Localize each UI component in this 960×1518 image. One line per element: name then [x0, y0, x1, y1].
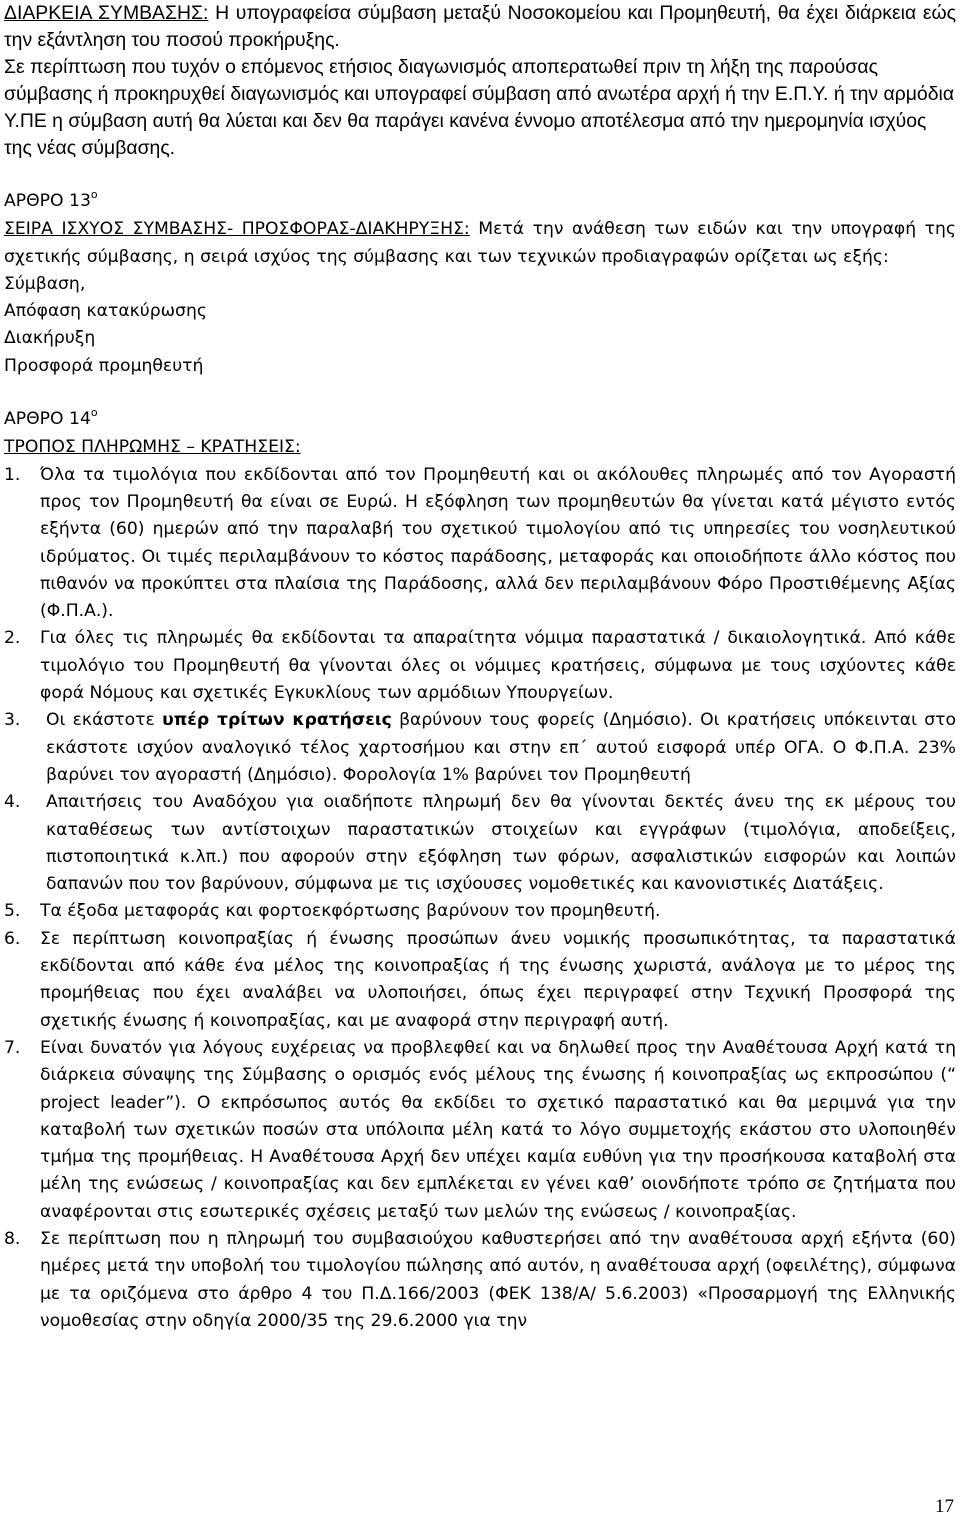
item-text: Απαιτήσεις του Αναδόχου για οιαδήποτε πληρωμή δεν θα γίνονται δεκτές άνευ της εκ μέρους του καταθέσεως των αντίστοιχων παραστατικών στοιχείων και εγγράφων (τιμολόγια, αποδείξεις, πιστοποιητικά κ.λπ.) που αφορούν στην εξόφληση των φόρων, ασφαλιστικών εισφορών και λοιπών δαπανών που τον βαρύνουν, σύμφωνα με τις ισχύουσες νομοθετικές και κανονιστικές Διατάξεις.	[46, 792, 956, 895]
list-item	[4, 1035, 956, 1226]
list-item	[4, 462, 956, 626]
list-item	[4, 926, 956, 1035]
item-number: 7.	[4, 1037, 21, 1058]
item-text: Σε περίπτωση κοινοπραξίας ή ένωσης προσώπων άνευ νομικής προσωπικότητας, τα παραστατικά εκδίδονται από κάθε ένα μέλος της κοινοπραξίας ή της ένωσης χωριστά, ανάλογα με το μέρος της προμήθειας που έχει αναλάβει να υλοποιήσει, όπως έχει περιγραφεί στην Τεχνική Προσφορά της σχετικής ένωσης ή κοινοπραξίας, και με αναφορά στην περιγραφή αυτή.	[40, 928, 956, 1031]
item-text: βαρύνουν τους φορείς (Δημόσιο). Οι κρατήσεις υπόκεινται στο εκάστοτε ισχύον αναλογικό τέλος χαρτοσήμου και στην επ΄ αυτού εισφορά υπέρ ΟΓΑ. Ο Φ.Π.Α. 23% βαρύνει τον αγοραστή (Δημόσιο). Φορολογία 1% βαρύνει τον Προμηθευτή	[46, 710, 956, 785]
duration-paragraph-2: Σε περίπτωση που τυχόν ο επόμενος ετήσιος διαγωνισμός αποπερατωθεί πριν τη λήξη της παρούσας σύμβασης ή προκηρυχθεί διαγωνισμός και υπογραφεί σύμβαση από ανωτέρα αρχή ή την Ε.Π.Υ. ή την αρμόδια Υ.ΠΕ η σύμβαση αυτή θα λύεται και δεν θα παράγει κανένα έννομο αποτέλεσμα από την ημερομηνία ισχύος της νέας σύμβασης.	[4, 56, 955, 159]
article-13-title	[4, 188, 956, 216]
document-page	[4, 0, 956, 1335]
item-number: 2.	[4, 628, 21, 649]
item-text: Για όλες τις πληρωμές θα εκδίδονται τα απαραίτητα νόμιμα παραστατικά / δικαιολογητικά. Από κάθε τιμολόγιο του Προμηθευτή θα γίνονται όλες οι νόμιμες κρατήσεις, σύμφωνα με τους ισχύοντες κάθε φορά Νόμους και σχετικές Εγκυκλίους των αρμόδιων Υπουργείων.	[40, 628, 956, 704]
page-number: 17	[935, 1496, 954, 1517]
article-13	[4, 188, 956, 380]
order-item: Προσφορά προμηθευτή	[4, 355, 204, 376]
list-item	[4, 625, 956, 707]
list-item	[4, 1226, 956, 1335]
order-item: Σύμβαση,	[4, 273, 86, 294]
duration-text-1: Η υπογραφείσα σύμβαση μεταξύ Νοσοκομείου και Προμηθευτή, θα έχει διάρκεια εώς την εξάντληση του ποσού προκήρυξης.	[4, 2, 957, 51]
item-number: 1.	[4, 464, 21, 485]
article-14	[4, 406, 956, 1335]
article-13-intro	[4, 216, 956, 271]
article-14-title-text: ΑΡΘΡΟ 14	[4, 409, 91, 430]
article-13-sup: ο	[90, 188, 98, 201]
duration-paragraph	[4, 0, 956, 54]
item-text: Είναι δυνατόν για λόγους ευχέρειας να προβλεφθεί και να δηλωθεί προς την Αναθέτουσα Αρχή κατά τη διάρκεια σύναψης της Σύμβασης ο ορισμός ενός μέλους της ένωσης ή κοινοπραξίας ως εκπροσώπου (“ project leader”). Ο εκπρόσωπος αυτός θα εκδίδει το σχετικό παραστατικό και θα μεριμνά για την καταβολή των σχετικών ποσών στα υπόλοιπα μέλη κατά το λόγο συμμετοχής εκάστου στο υλοποιηθέν τμήμα της προμήθειας. Η Αναθέτουσα Αρχή δεν υπέχει καμία ευθύνη για την προσήκουσα καταβολή στα μέλη της ενώσεως / κοινοπραξίας και δεν εμπλέκεται εν γένει καθ’ οιονδήποτε τρόπο σε ζητήματα που αναφέρονται στις εσωτερικές σχέσεις μεταξύ των μελών της ενώσεως / κοινοπραξίας.	[40, 1037, 956, 1222]
article-13-intro-text: Μετά την ανάθεση των ειδών και την υπογραφή της σχετικής σύμβασης, η σειρά ισχύος της σύμβασης και των τεχνικών προδιαγραφών ορίζεται ως εξής:	[4, 219, 957, 267]
item-number: 8.	[4, 1228, 21, 1249]
list-item	[4, 898, 956, 925]
item-text-pre: Οι εκάστοτε	[46, 710, 163, 731]
item-text: Σε περίπτωση που η πληρωμή του συμβασιούχου καθυστερήσει από την αναθέτουσα αρχή εξήντα (60) ημέρες μετά την υποβολή του τιμολογίου πώλησης από αυτόν, η αναθέτουσα αρχή (οφειλέτης), σύμφωνα με τα οριζόμενα στο άρθρο 4 του Π.Δ.166/2003 (ΦΕΚ 138/Α/ 5.6.2003) «Προσαρμογή της Ελληνικής νομοθεσίας στην οδηγία 2000/35 της 29.6.2000 για την	[40, 1228, 956, 1331]
article-13-subtitle: ΣΕΙΡΑ ΙΣΧΥΟΣ ΣΥΜΒΑΣΗΣ- ΠΡΟΣΦΟΡΑΣ-ΔΙΑΚΗΡΥΞΗΣ:	[4, 219, 470, 240]
article-14-sup: ο	[90, 406, 98, 420]
item-number: 6.	[4, 928, 21, 949]
article-14-title	[4, 406, 956, 434]
article-14-subtitle: ΤΡΟΠΟΣ ΠΛΗΡΩΜΗΣ – ΚΡΑΤΗΣΕΙΣ:	[4, 437, 301, 458]
item-number: 5.	[4, 901, 21, 922]
item-text-bold: υπέρ τρίτων κρατήσεις	[162, 710, 392, 731]
item-text: Τα έξοδα μεταφοράς και φορτοεκφόρτωσης βαρύνουν τον προμηθευτή.	[40, 901, 661, 922]
item-number: 4.	[4, 792, 21, 813]
item-number: 3.	[4, 710, 21, 731]
order-item: Διακήρυξη	[4, 328, 96, 349]
list-item	[4, 789, 956, 898]
duration-section	[4, 0, 956, 162]
item-text: Όλα τα τιμολόγια που εκδίδονται από τον Προμηθευτή και οι ακόλουθες πληρωμές από τον Αγοραστή προς τον Προμηθευτή θα είναι σε Ευρώ. Η εξόφληση των προμηθευτών θα γίνεται κατά μέγιστο εντός εξήντα (60) ημερών από την παραλαβή του σχετικού τιμολογίου από τις υπηρεσίες του νοσηλευτικού ιδρύματος. Οι τιμές περιλαμβάνουν το κόστος παράδοσης, μεταφοράς και οποιοδήποτε άλλο κόστος που πιθανόν να προκύπτει στα πλαίσια της Παράδοσης, αλλά δεν περιλαμβάνουν Φόρο Προστιθέμενης Αξίας (Φ.Π.Α.).	[40, 464, 956, 622]
duration-label: ΔΙΑΡΚΕΙΑ ΣΥΜΒΑΣΗΣ:	[4, 2, 209, 24]
order-item: Απόφαση κατακύρωσης	[4, 301, 207, 322]
article-13-title-text: ΑΡΘΡΟ 13	[4, 191, 91, 211]
list-item	[4, 707, 956, 789]
payment-terms-list	[4, 462, 956, 1336]
